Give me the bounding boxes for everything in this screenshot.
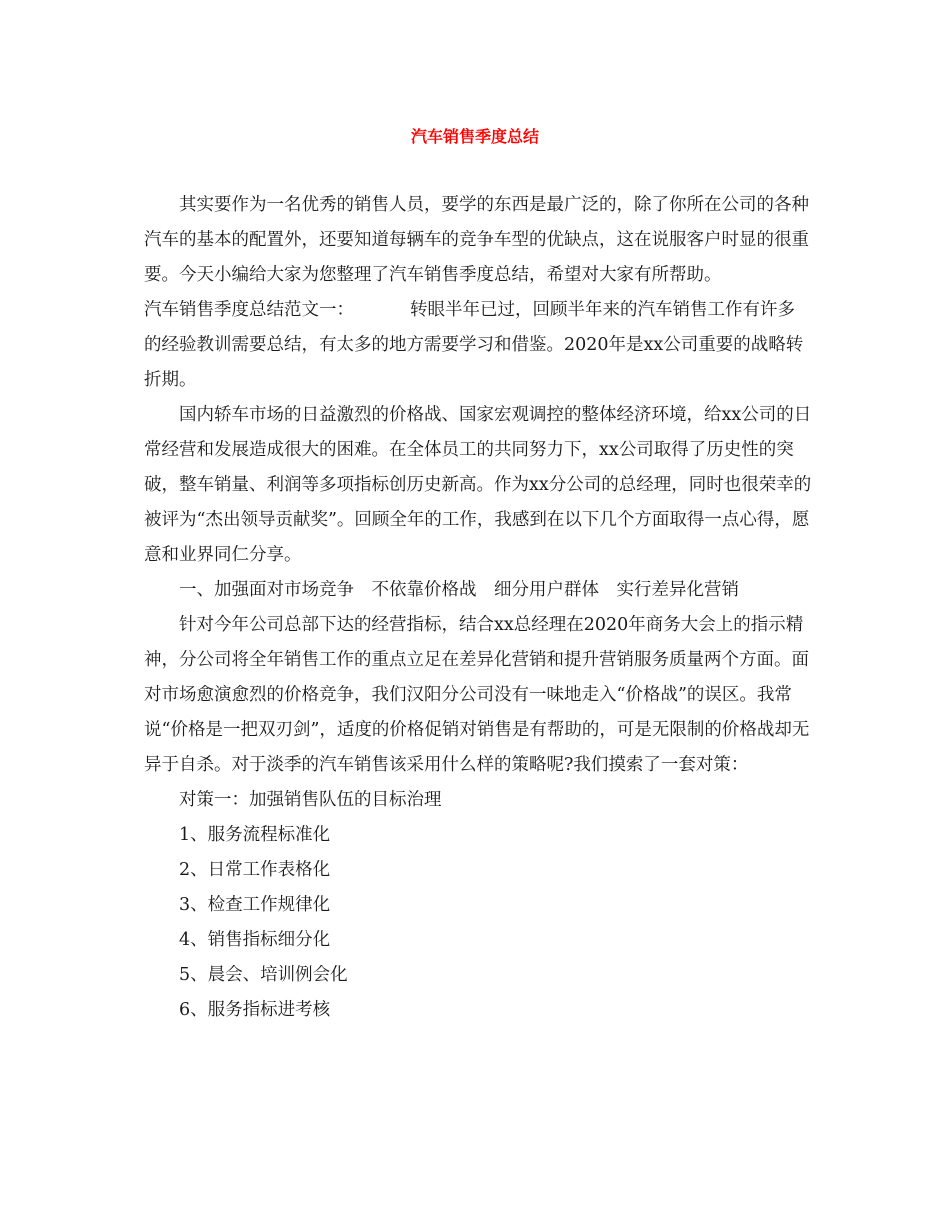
list-item: 1、服务流程标准化 — [179, 825, 331, 845]
sample-text: 转眼半年已过，回顾半年来的汽车销售工作有许多的经验教训需要总结，有太多的地方需要学习和借鉴。2020年是xx公司重要的战略转折期。 — [144, 300, 804, 390]
document-body — [144, 188, 812, 1028]
intro-paragraph: 其实要作为一名优秀的销售人员，要学的东西是最广泛的，除了你所在公司的各种汽车的基本的配置外，还要知道每辆车的竞争车型的优缺点，这在说服客户时显的很重要。今天小编给大家为您整理了汽车销售季度总结，希望对大家有所帮助。 — [144, 195, 809, 285]
sample-paragraph — [144, 293, 812, 398]
strategy-paragraph: 针对今年公司总部下达的经营指标，结合xx总经理在2020年商务大会上的指示精神，分公司将全年销售工作的重点立足在差异化营销和提升营销服务质量两个方面。面对市场愈演愈烈的价格竞争，我们汉阳分公司没有一味地走入“价格战”的误区。我常说“价格是一把双刃剑”，适度的价格促销对销售是有帮助的，可是无限制的价格战却无异于自杀。对于淡季的汽车销售该采用什么样的策略呢?我们摸索了一套对策： — [144, 615, 810, 775]
list-item: 2、日常工作表格化 — [179, 860, 331, 880]
document-title: 汽车销售季度总结 — [410, 127, 539, 146]
section-one-heading: 一、加强面对市场竞争 不依靠价格战 细分用户群体 实行差异化营销 — [179, 580, 739, 600]
sample-label: 汽车销售季度总结范文一： — [144, 300, 354, 320]
market-paragraph: 国内轿车市场的日益激烈的价格战、国家宏观调控的整体经济环境，给xx公司的日常经营和发展造成很大的困难。在全体员工的共同努力下，xx公司取得了历史性的突破，整车销量、利润等多项指标创历史新高。作为xx分公司的总经理，同时也很荣幸的被评为“杰出领导贡献奖”。回顾全年的工作，我感到在以下几个方面取得一点心得，愿意和业界同仁分享。 — [144, 405, 812, 565]
countermeasure-one: 对策一：加强销售队伍的目标治理 — [179, 790, 442, 810]
list-item: 6、服务指标进考核 — [179, 1000, 331, 1020]
list-item: 5、晨会、培训例会化 — [179, 965, 348, 985]
list-item: 3、检查工作规律化 — [179, 895, 331, 915]
list-item: 4、销售指标细分化 — [179, 930, 331, 950]
